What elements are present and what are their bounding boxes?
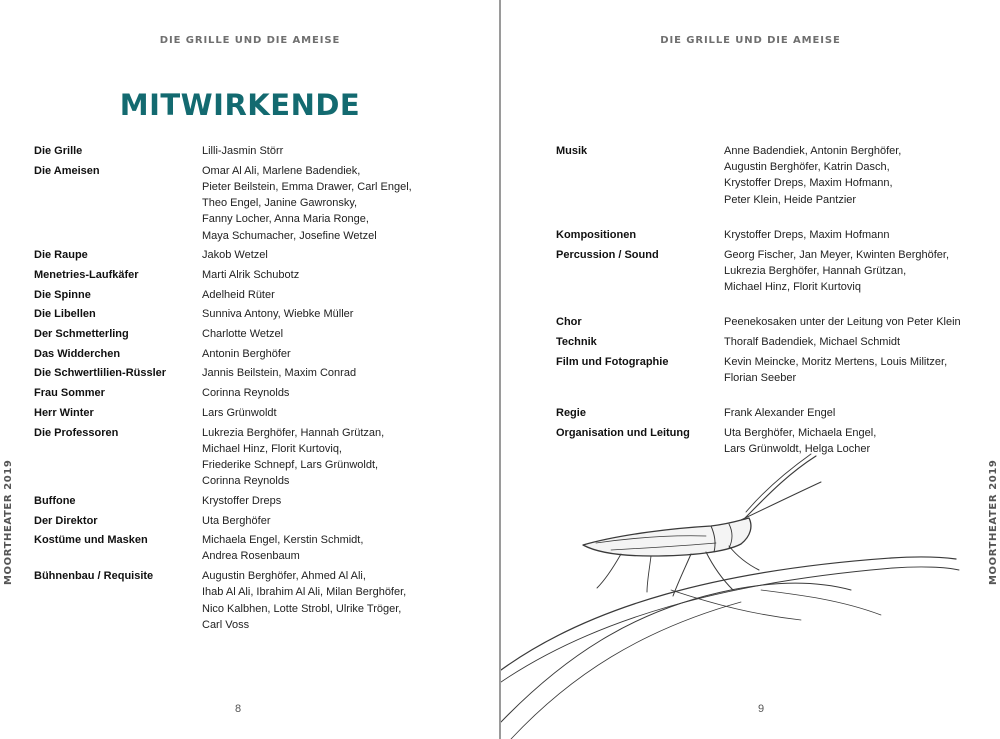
credit-name-line: Sunniva Antony, Wiebke Müller [202,308,354,321]
credit-role: Der Direktor [34,514,98,527]
credit-names [202,425,474,490]
credit-row [34,163,474,244]
credit-row [34,247,474,263]
credit-name-line: Michaela Engel, Kerstin Schmidt, [202,534,364,547]
credit-row [34,385,474,401]
credit-names [202,306,474,322]
credit-names [202,287,474,303]
credit-row [34,346,474,362]
credit-role: Die Ameisen [34,164,100,177]
credit-name-line: Friederike Schnepf, Lars Grünwoldt, [202,458,379,471]
credit-role: Musik [556,145,588,157]
credit-name-line: Nico Kalbhen, Lotte Strobl, Ulrike Tröger, [202,602,402,615]
credit-name-line: Pieter Beilstein, Emma Drawer, Carl Engel, [202,180,412,193]
credit-name-line: Uta Berghöfer [202,514,271,527]
credit-role: Der Schmetterling [34,328,129,341]
credit-role: Technik [556,335,597,348]
credit-names [202,267,474,283]
credit-name-line: Antonin Berghöfer [202,347,291,360]
credit-row [34,287,474,303]
credit-names [202,346,474,362]
credit-name-line: Uta Berghöfer, Michaela Engel, [724,426,877,439]
credit-row [34,568,474,633]
credit-name-line: Lars Grünwoldt [202,406,277,419]
credit-name-line: Florian Seeber [724,371,797,384]
credit-row [556,143,986,208]
credit-name-line: Kevin Meincke, Moritz Mertens, Louis Militzer, [724,355,948,368]
credit-names [202,326,474,342]
credit-row [34,405,474,421]
credit-names [202,513,474,529]
credit-role: Kostüme und Masken [34,534,148,547]
credit-name-line: Peter Klein, Heide Pantzier [724,193,857,206]
credit-names [202,568,474,633]
credit-names [202,493,474,509]
credit-name-line: Augustin Berghöfer, Ahmed Al Ali, [202,570,366,583]
credit-role: Frau Sommer [34,387,105,400]
credit-row [34,306,474,322]
credit-names [202,405,474,421]
credit-row [34,267,474,283]
credit-name-line: Andrea Rosenbaum [202,550,300,563]
credit-names [724,143,986,208]
credit-role: Die Libellen [34,308,96,321]
credit-row [34,143,474,159]
credit-name-line: Corinna Reynolds [202,387,290,400]
right-page [501,0,1000,739]
credit-row [556,314,986,330]
credit-name-line: Krystoffer Dreps, Maxim Hofmann, [724,177,893,190]
credit-names [202,365,474,381]
credit-role: Buffone [34,494,76,507]
credit-row [34,493,474,509]
credit-name-line: Maya Schumacher, Josefine Wetzel [202,229,377,242]
credit-name-line: Marti Alrik Schubotz [202,268,300,281]
credit-names [202,247,474,263]
credit-names [724,227,986,243]
credit-names [724,314,986,330]
credit-name-line: Michael Hinz, Florit Kurtoviq [724,280,861,293]
credit-name-line: Jakob Wetzel [202,249,268,262]
credit-name-line: Georg Fischer, Jan Meyer, Kwinten Berghöfer, [724,248,950,261]
credit-role: Bühnenbau / Requisite [34,570,154,583]
credit-role: Die Spinne [34,288,91,301]
credit-name-line: Lilli-Jasmin Störr [202,145,284,157]
credit-row [34,326,474,342]
credit-role: Die Professoren [34,426,119,439]
credit-row [34,365,474,381]
credit-name-line: Fanny Locher, Anna Maria Ronge, [202,213,369,226]
credit-role: Die Grille [34,145,83,157]
credit-name-line: Charlotte Wetzel [202,328,284,341]
credit-names [724,405,986,421]
credit-role: Kompositionen [556,228,637,241]
page-title: MITWIRKENDE [119,88,361,122]
credit-name-line: Corinna Reynolds [202,475,290,488]
credit-role: Die Schwertlilien-Rüssler [34,367,167,380]
credit-names [202,532,474,564]
credit-name-line: Anne Badendiek, Antonin Berghöfer, [724,145,902,157]
credit-role: Die Raupe [34,249,88,262]
credit-name-line: Omar Al Ali, Marlene Badendiek, [202,164,361,177]
credit-name-line: Theo Engel, Janine Gawronsky, [202,197,358,210]
credit-name-line: Frank Alexander Engel [724,406,836,419]
credits-list-right [556,143,986,461]
credit-name-line: Augustin Berghöfer, Katrin Dasch, [724,161,890,174]
credit-role: Menetries-Laufkäfer [34,268,139,281]
credit-role: Regie [556,406,586,419]
side-label-left: MOORTHEATER 2019 [3,459,14,585]
credit-name-line: Jannis Beilstein, Maxim Conrad [202,367,357,380]
credit-role: Percussion / Sound [556,248,659,261]
credit-row [556,227,986,243]
credit-row [34,513,474,529]
side-label-right: MOORTHEATER 2019 [988,459,999,585]
credit-row [556,405,986,421]
credit-name-line: Carl Voss [202,618,250,631]
credit-row [556,354,986,386]
credit-names [724,354,986,386]
credit-names [724,247,986,296]
credit-name-line: Krystoffer Dreps, Maxim Hofmann [724,228,890,241]
credit-name-line: Peenekosaken unter der Leitung von Peter Klein [724,316,961,329]
credit-name-line: Ihab Al Ali, Ibrahim Al Ali, Milan Berghöfer, [202,586,407,599]
credit-names [202,143,474,159]
running-head-right: DIE GRILLE UND DIE AMEISE [660,35,841,46]
credit-row [34,425,474,490]
credit-row [556,247,986,296]
credit-name-line: Adelheid Rüter [202,288,275,301]
credit-row [34,532,474,564]
page-number-right: 9 [758,703,765,715]
credit-name-line: Michael Hinz, Florit Kurtoviq, [202,442,342,455]
credit-row [556,334,986,350]
running-head-left: DIE GRILLE UND DIE AMEISE [159,35,341,46]
credit-name-line: Lukrezia Berghöfer, Hannah Grützan, [724,264,907,277]
credit-names [724,334,986,350]
credit-role: Chor [556,316,582,329]
page-number-left: 8 [235,703,242,715]
credit-name-line: Krystoffer Dreps [202,494,282,507]
credits-list-left [34,143,474,636]
credit-role: Herr Winter [34,406,94,419]
credit-names [202,163,474,244]
credit-name-line: Thoralf Badendiek, Michael Schmidt [724,335,901,348]
credit-name-line: Lars Grünwoldt, Helga Locher [724,442,871,455]
cricket-illustration [501,440,1000,739]
credit-role: Film und Fotographie [556,355,669,368]
credit-names [202,385,474,401]
credit-name-line: Lukrezia Berghöfer, Hannah Grützan, [202,426,385,439]
credit-role: Das Widderchen [34,347,121,360]
credit-role: Organisation und Leitung [556,426,690,439]
